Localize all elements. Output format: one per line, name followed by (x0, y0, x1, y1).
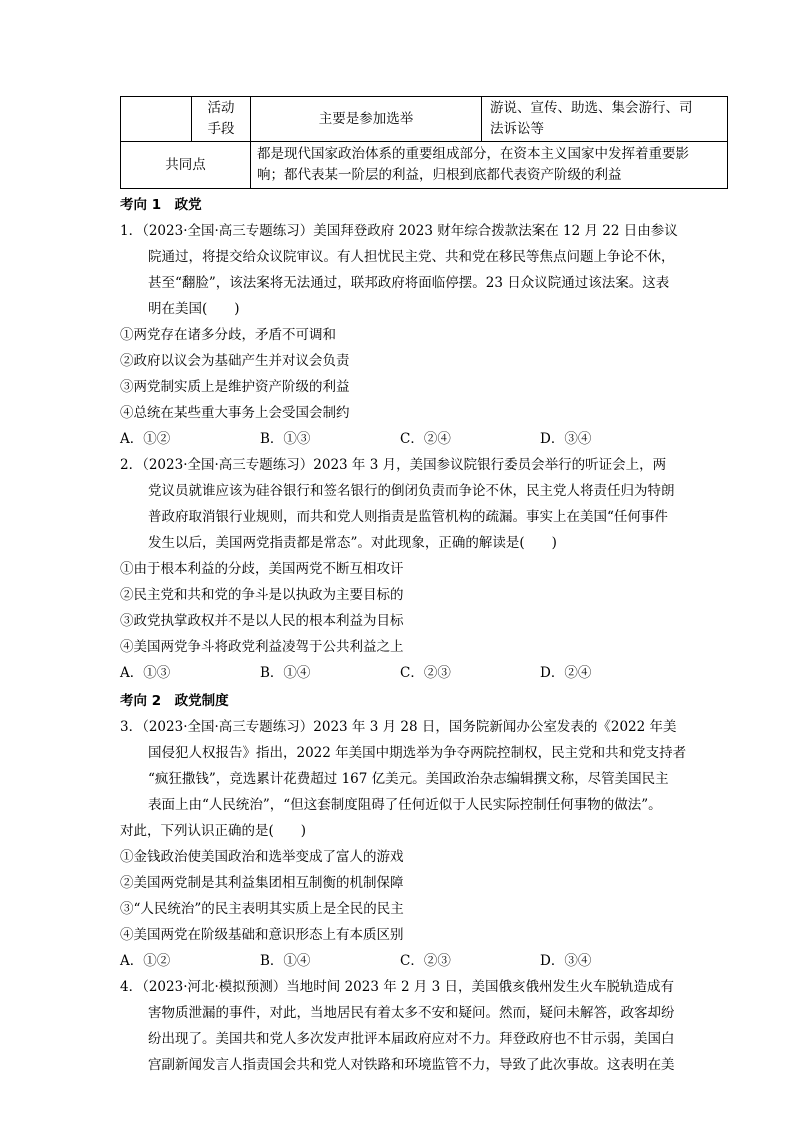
section-heading: 考向 1 政党 (120, 197, 202, 213)
question-line: 发生以后，美国两党指责都是常态”。对此现象，正确的解读是( ) (148, 535, 557, 551)
option-c: C．②③ (400, 953, 451, 969)
table-cell-common-text (251, 142, 728, 189)
table-cell-activity-label (192, 97, 251, 142)
statement-item: ③两党制实质上是维护资产阶级的利益 (120, 379, 350, 395)
question-line: “疯狂撒钱”，竞选累计花费超过 167 亿美元。美国政治杂志编辑撰文称，尽管美国民主 (148, 771, 669, 787)
question-line: 害物质泄漏的事件，对此，当地居民有着太多不安和疑问。然而，疑问未解答，政客却纷 (148, 1005, 675, 1021)
statement-item: ①金钱政治使美国政治和选举变成了富人的游戏 (120, 849, 404, 865)
option-a: A．①② (120, 431, 171, 447)
statement-item: ③“人民统治”的民主表明其实质上是全民的民主 (120, 901, 404, 917)
table-cell-activity-a: 主要是参加选举 (251, 97, 482, 142)
question-line: 甚至“翻脸”，该法案将无法通过，联邦政府将面临停摆。23 日众议院通过该法案。这表 (148, 275, 670, 291)
option-b: B．①④ (260, 665, 311, 681)
activity-b-line: 游说、宣传、助选、集会游行、司 (490, 100, 693, 116)
statement-item: ④总统在某些重大事务上会受国会制约 (120, 405, 350, 421)
table-row (121, 142, 728, 189)
question-line: 明在美国( ) (148, 301, 240, 317)
option-c: C．②④ (400, 431, 451, 447)
activity-label-line: 手段 (207, 121, 235, 137)
option-a: A．①② (120, 953, 171, 969)
activity-label-line: 活动 (207, 100, 235, 116)
question-line: 3．（2023·全国·高三专题练习）2023 年 3 月 28 日，国务院新闻办公室发表的《2022 年美 (120, 719, 677, 735)
table-cell-activity-b (482, 97, 728, 142)
question-line: 宫副新闻发言人指责国会共和党人对铁路和环境监管不力，导致了此次事故。这表明在美 (148, 1057, 675, 1073)
question-line: 纷出现了。美国共和党人多次发声批评本届政府应对不力。拜登政府也不甘示弱，美国白 (148, 1031, 675, 1047)
option-d: D．③④ (540, 431, 592, 447)
option-d: D．②④ (540, 665, 592, 681)
table-cell-common-label: 共同点 (121, 142, 251, 189)
question-line: 对此，下列认识正确的是( ) (120, 823, 307, 839)
question-line: 2．（2023·全国·高三专题练习）2023 年 3 月，美国参议院银行委员会举行的听证会上，两 (120, 457, 667, 473)
question-line: 表面上由“人民统治”，“但这套制度阻碍了任何近似于人民实际控制任何事物的做法”。 (148, 797, 662, 813)
section-heading: 考向 2 政党制度 (120, 693, 229, 709)
question-line: 院通过，将提交给众议院审议。有人担忧民主党、共和党在移民等焦点问题上争论不休， (148, 249, 675, 265)
option-c: C．②③ (400, 665, 451, 681)
statement-item: ②美国两党制是其利益集团相互制衡的机制保障 (120, 875, 404, 891)
question-line: 国侵犯人权报告》指出，2022 年美国中期选举为争夺两院控制权，民主党和共和党支持者 (148, 745, 687, 761)
option-a: A．①③ (120, 665, 171, 681)
statement-item: ③政党执掌政权并不是以人民的根本利益为目标 (120, 613, 404, 629)
statement-item: ④美国两党在阶级基础和意识形态上有本质区别 (120, 927, 404, 943)
activity-b-line: 法诉讼等 (490, 121, 544, 137)
option-b: B．①④ (260, 953, 311, 969)
common-text-line: 都是现代国家政治体系的重要组成部分，在资本主义国家中发挥着重要影 (257, 146, 689, 162)
table-cell-empty (121, 97, 192, 142)
option-b: B．①③ (260, 431, 311, 447)
question-line: 1．（2023·全国·高三专题练习）美国拜登政府 2023 财年综合拨款法案在 12 月 22 日由参议 (120, 223, 678, 239)
comparison-table (120, 96, 728, 189)
statement-item: ①由于根本利益的分歧，美国两党不断互相攻讦 (120, 561, 404, 577)
question-line: 普政府取消银行业规则，而共和党人则指责是监管机构的疏漏。事实上在美国“任何事件 (148, 509, 668, 525)
table-row (121, 97, 728, 142)
statement-item: ②民主党和共和党的争斗是以执政为主要目标的 (120, 587, 404, 603)
question-line: 4．（2023·河北·模拟预测）当地时间 2023 年 2 月 3 日，美国俄亥俄州发生火车脱轨造成有 (120, 979, 675, 995)
question-line: 党议员就谁应该为硅谷银行和签名银行的倒闭负责而争论不休，民主党人将责任归为特朗 (148, 483, 675, 499)
statement-item: ④美国两党争斗将政党利益凌驾于公共利益之上 (120, 639, 404, 655)
statement-item: ②政府以议会为基础产生并对议会负责 (120, 353, 350, 369)
option-d: D．③④ (540, 953, 592, 969)
common-text-line: 响；都代表某一阶层的利益，归根到底都代表资产阶级的利益 (257, 167, 622, 183)
statement-item: ①两党存在诸多分歧，矛盾不可调和 (120, 327, 336, 343)
